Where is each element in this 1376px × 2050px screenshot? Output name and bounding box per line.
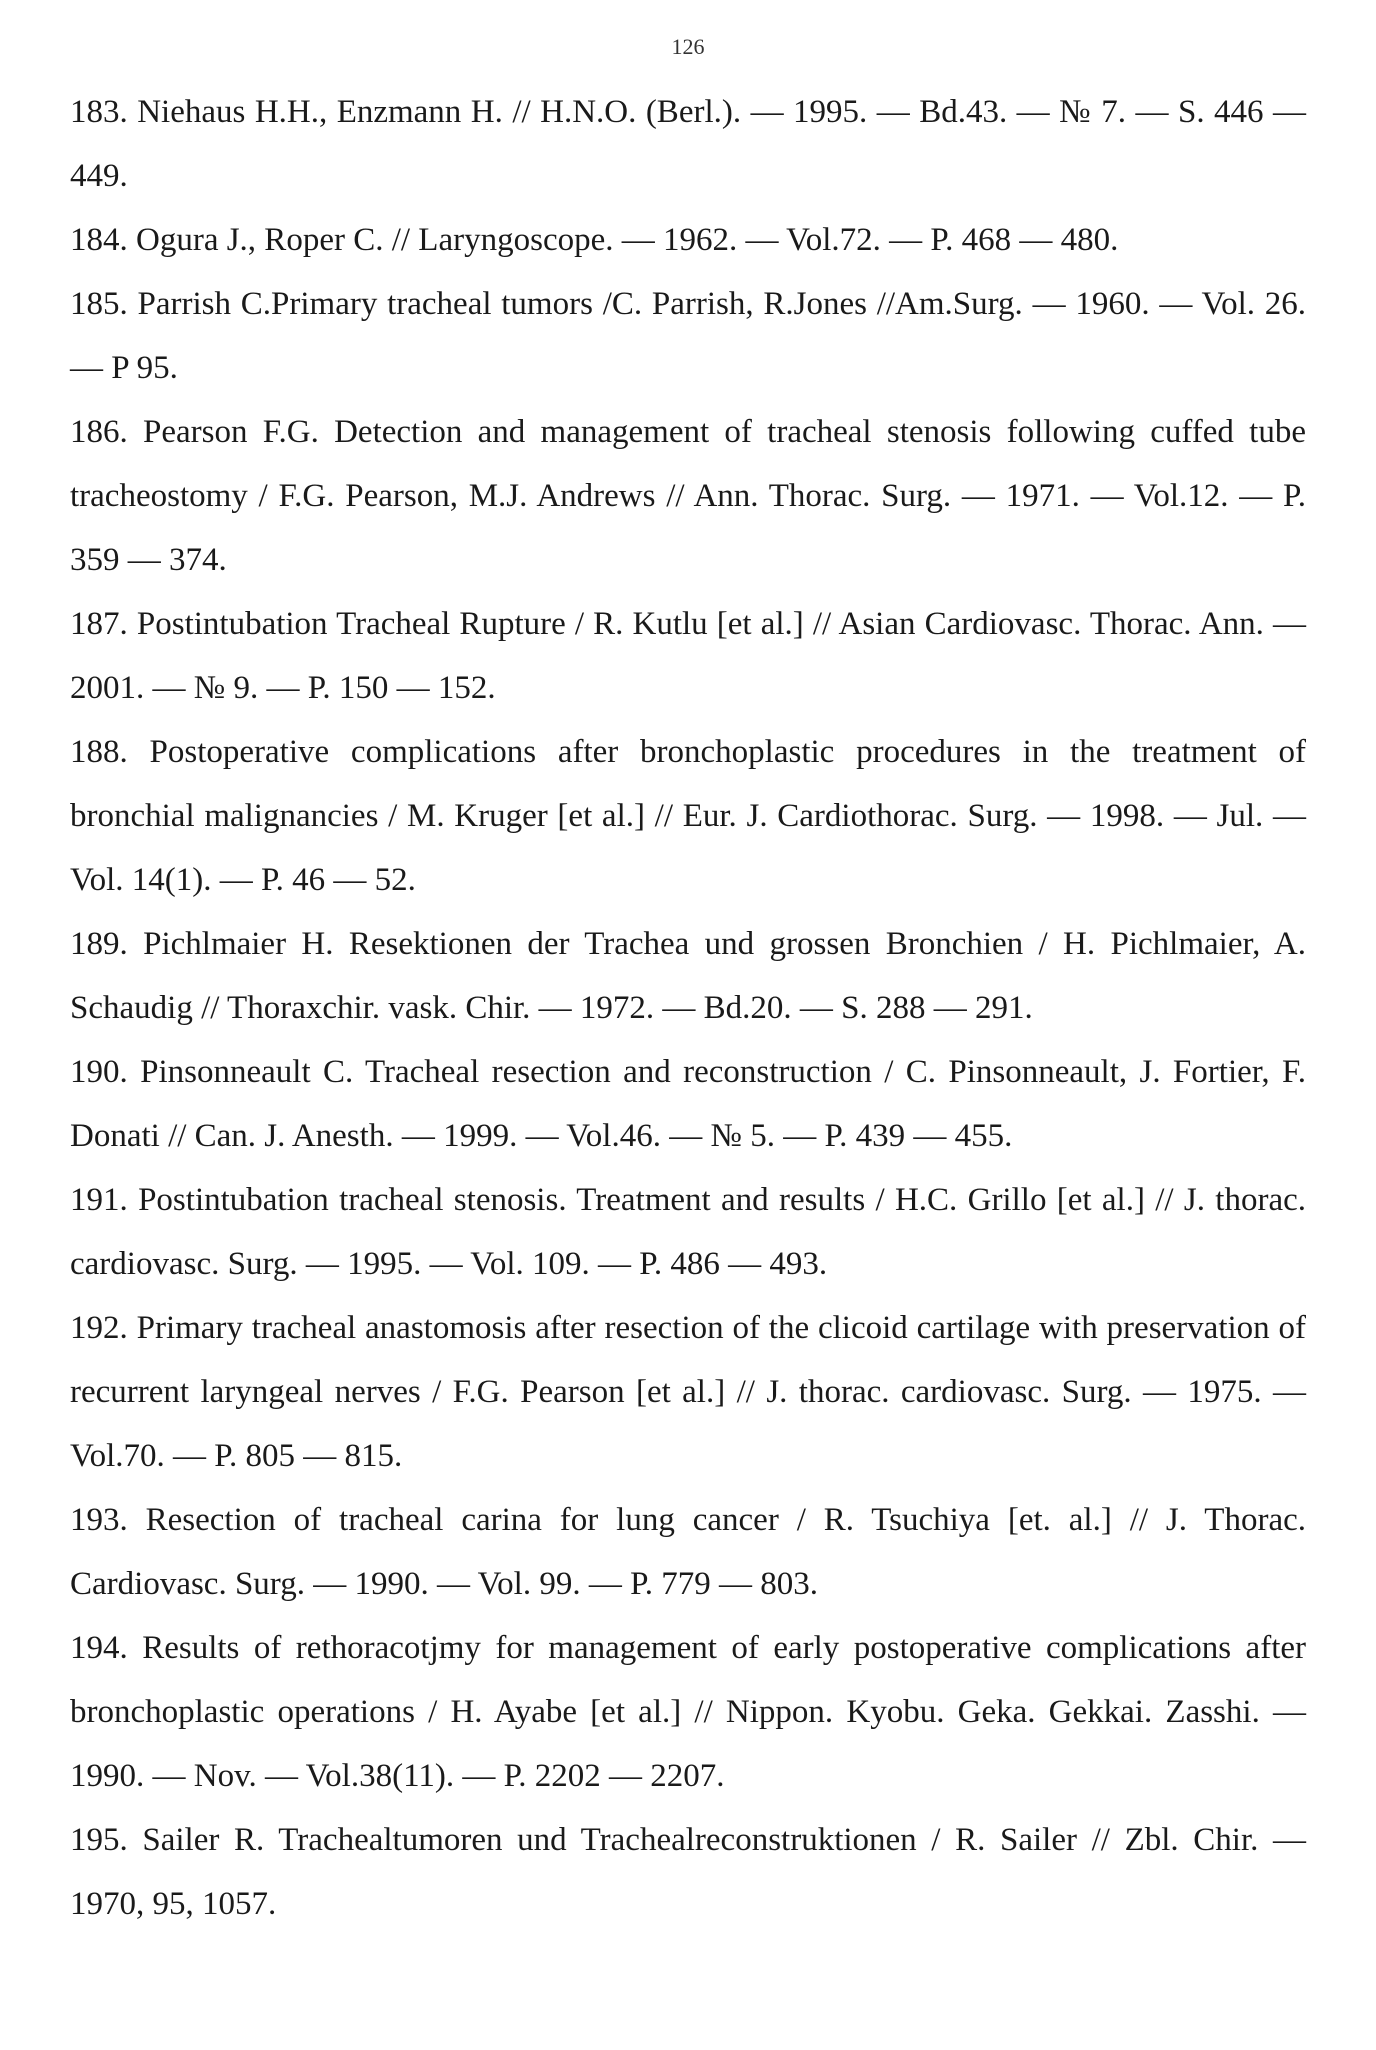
- reference-number: 195.: [70, 1822, 128, 1858]
- reference-item: [70, 1168, 1306, 1296]
- reference-item: [70, 1808, 1306, 1936]
- reference-item: [70, 400, 1306, 592]
- reference-number: 183.: [70, 94, 128, 130]
- reference-number: 184.: [70, 222, 128, 258]
- reference-text: Niehaus H.H., Enzmann H. // H.N.O. (Berl.). — 1995. — Bd.43. — № 7. — S. 446 — 449.: [70, 94, 1306, 194]
- reference-text: Pinsonneault C. Tracheal resection and reconstruction / C. Pinsonneault, J. Fortier, F. Donati // Can. J. Anesth. — 1999. — Vol.46. — № 5. — P. 439 — 455.: [70, 1054, 1307, 1154]
- reference-number: 185.: [70, 286, 128, 322]
- reference-number: 188.: [70, 734, 128, 770]
- reference-item: [70, 720, 1306, 912]
- reference-item: [70, 592, 1306, 720]
- reference-text: Parrish C.Primary tracheal tumors /C. Parrish, R.Jones //Am.Surg. — 1960. — Vol. 26. — P 95.: [70, 286, 1306, 386]
- reference-item: [70, 1296, 1306, 1488]
- reference-number: 191.: [70, 1182, 128, 1218]
- reference-text: Pearson F.G. Detection and management of tracheal stenosis following cuffed tube tracheostomy / F.G. Pearson, M.J. Andrews // Ann. Thorac. Surg. — 1971. — Vol.12. — P. 359 — 374.: [70, 414, 1307, 578]
- reference-number: 194.: [70, 1630, 128, 1666]
- reference-number: 192.: [70, 1310, 128, 1346]
- page-number: 126: [671, 34, 705, 59]
- reference-number: 186.: [70, 414, 128, 450]
- reference-item: [70, 208, 1306, 272]
- reference-text: Pichlmaier H. Resektionen der Trachea und grossen Bronchien / H. Pichlmaier, A. Schaudig // Thoraxchir. vask. Chir. — 1972. — Bd.20. — S. 288 — 291.: [70, 926, 1306, 1026]
- reference-item: [70, 1488, 1306, 1616]
- reference-number: 187.: [70, 606, 128, 642]
- reference-number: 190.: [70, 1054, 128, 1090]
- reference-text: Postoperative complications after bronchoplastic procedures in the treatment of bronchial malignancies / M. Kruger [et al.] // Eur. J. Cardiothorac. Surg. — 1998. — Jul. — Vol. 14(1). — P. 46 — 52.: [70, 734, 1306, 898]
- reference-item: [70, 272, 1306, 400]
- reference-text: Results of rethoracotjmy for management of early postoperative complications after bronchoplastic operations / H. Ayabe [et al.] // Nippon. Kyobu. Geka. Gekkai. Zasshi. — 1990. — Nov. — Vol.38(11). — P. 2202 — 2207.: [70, 1630, 1306, 1794]
- reference-text: Ogura J., Roper C. // Laryngoscope. — 1962. — Vol.72. — P. 468 — 480.: [136, 222, 1119, 258]
- reference-item: [70, 1616, 1306, 1808]
- reference-text: Postintubation tracheal stenosis. Treatment and results / H.C. Grillo [et al.] // J. thorac. cardiovasc. Surg. — 1995. — Vol. 109. — P. 486 — 493.: [70, 1182, 1307, 1282]
- reference-text: Primary tracheal anastomosis after resection of the clicoid cartilage with preservation of recurrent laryngeal nerves / F.G. Pearson [et al.] // J. thorac. cardiovasc. Surg. — 1975. — Vol.70. — P. 805 — 815.: [70, 1310, 1306, 1474]
- reference-number: 189.: [70, 926, 128, 962]
- reference-item: [70, 80, 1306, 208]
- reference-text: Sailer R. Trachealtumoren und Trachealreconstruktionen / R. Sailer // Zbl. Chir. — 1970, 95, 1057.: [70, 1822, 1307, 1922]
- reference-number: 193.: [70, 1502, 128, 1538]
- reference-text: Resection of tracheal carina for lung cancer / R. Tsuchiya [et. al.] // J. Thorac. Cardiovasc. Surg. — 1990. — Vol. 99. — P. 779 — 803.: [70, 1502, 1307, 1602]
- reference-item: [70, 912, 1306, 1040]
- reference-text: Postintubation Tracheal Rupture / R. Kutlu [et al.] // Asian Cardiovasc. Thorac. Ann. — 2001. — № 9. — P. 150 — 152.: [70, 606, 1307, 706]
- reference-item: [70, 1040, 1306, 1168]
- reference-list: [70, 80, 1306, 1936]
